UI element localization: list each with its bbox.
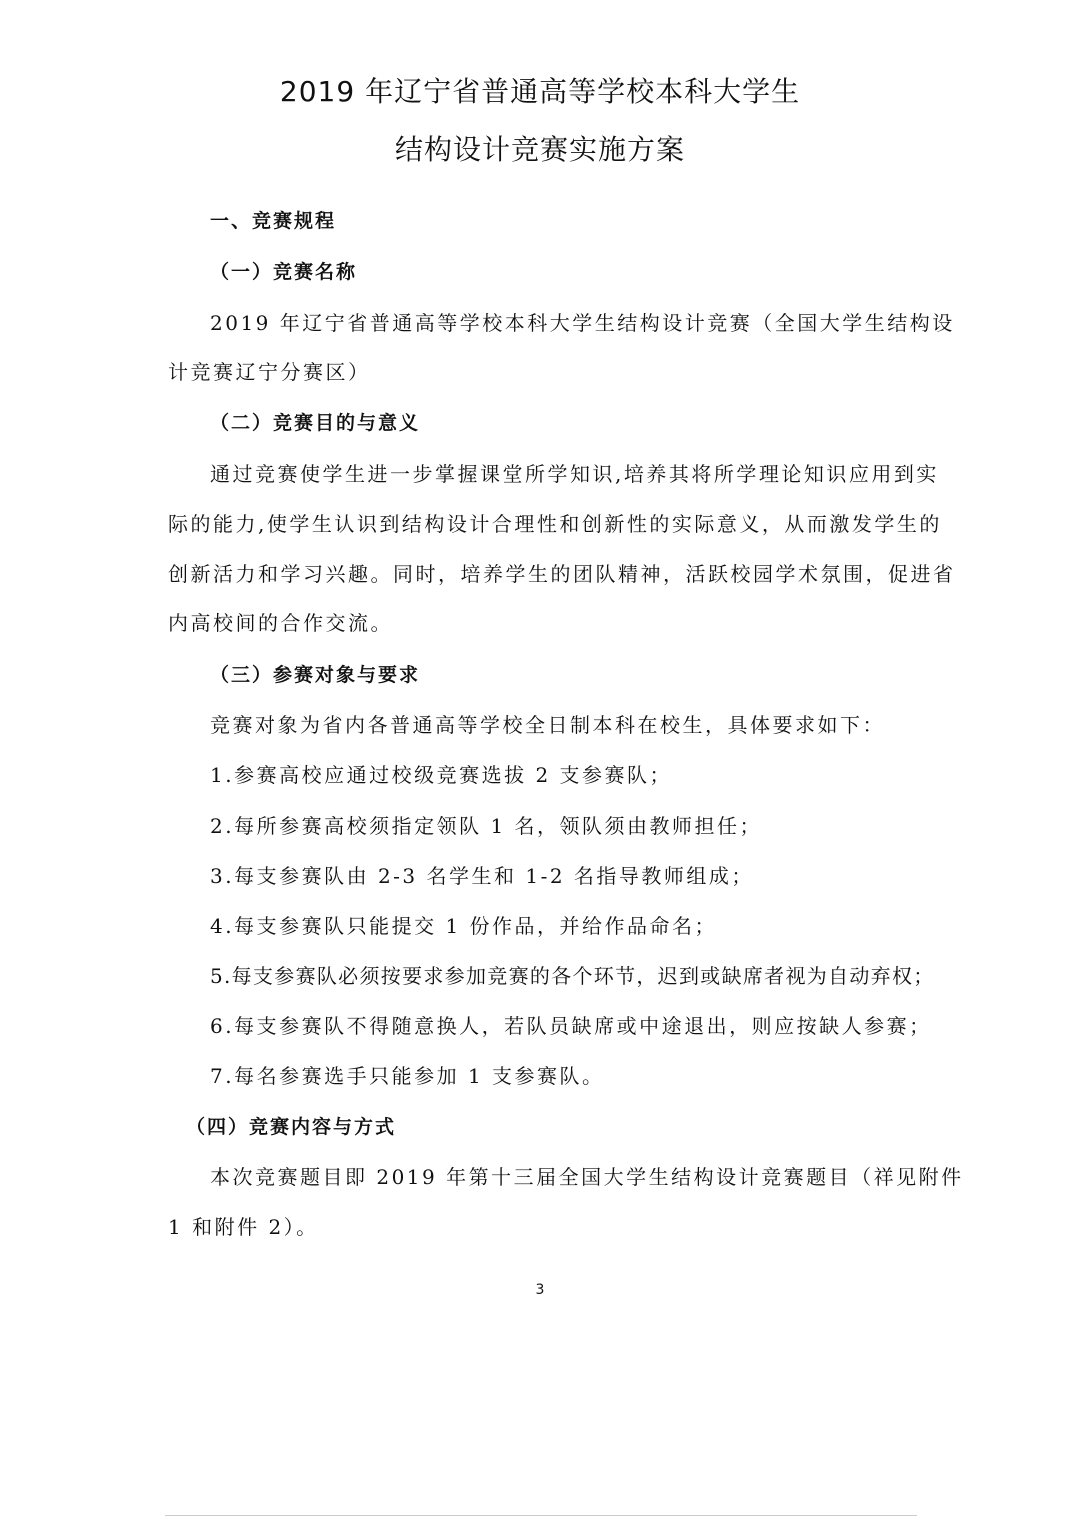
section-heading-rules: 一、竞赛规程: [210, 210, 337, 232]
paragraph-line: 创新活力和学习兴趣。同时，培养学生的团队精神，活跃校园学术氛围，促进省: [168, 562, 956, 586]
requirement-item: 7.每名参赛选手只能参加 1 支参赛队。: [210, 1064, 605, 1088]
paragraph-line: 内高校间的合作交流。: [168, 611, 393, 635]
document-title-line-1: 2019 年辽宁省普通高等学校本科大学生: [279, 75, 801, 108]
paragraph-line: 本次竞赛题目即 2019 年第十三届全国大学生结构设计竞赛题目（祥见附件: [210, 1165, 964, 1189]
subsection-heading-participants: （三）参赛对象与要求: [210, 664, 421, 686]
requirement-item: 4.每支参赛队只能提交 1 份作品，并给作品命名；: [210, 914, 718, 938]
paragraph-line: 计竞赛辽宁分赛区）: [168, 360, 371, 384]
subsection-heading-name: （一）竞赛名称: [210, 261, 358, 283]
paragraph-line: 际的能力,使学生认识到结构设计合理性和创新性的实际意义，从而激发学生的: [168, 512, 942, 536]
requirement-item: 2.每所参赛高校须指定领队 1 名，领队须由教师担任；: [210, 814, 763, 838]
paragraph-line: 1 和附件 2）。: [168, 1215, 319, 1239]
subsection-heading-purpose: （二）竞赛目的与意义: [210, 412, 421, 434]
requirement-item: 5.每支参赛队必须按要求参加竞赛的各个环节，迟到或缺席者视为自动弃权；: [210, 964, 935, 988]
paragraph-line: 通过竞赛使学生进一步掌握课堂所学知识,培养其将所学理论知识应用到实: [210, 462, 939, 486]
paragraph-line: 2019 年辽宁省普通高等学校本科大学生结构设计竞赛（全国大学生结构设: [210, 311, 955, 335]
paragraph-line: 竞赛对象为省内各普通高等学校全日制本科在校生，具体要求如下：: [210, 713, 885, 737]
requirement-item: 3.每支参赛队由 2-3 名学生和 1-2 名指导教师组成；: [210, 864, 754, 888]
page-number: 3: [535, 1282, 545, 1298]
footer-divider: [165, 1515, 917, 1516]
requirement-item: 6.每支参赛队不得随意换人，若队员缺席或中途退出，则应按缺人参赛；: [210, 1014, 932, 1038]
requirement-item: 1.参赛高校应通过校级竞赛选拔 2 支参赛队；: [210, 763, 673, 787]
document-title-line-2: 结构设计竞赛实施方案: [394, 133, 685, 166]
subsection-heading-content: （四）竞赛内容与方式: [186, 1116, 397, 1138]
